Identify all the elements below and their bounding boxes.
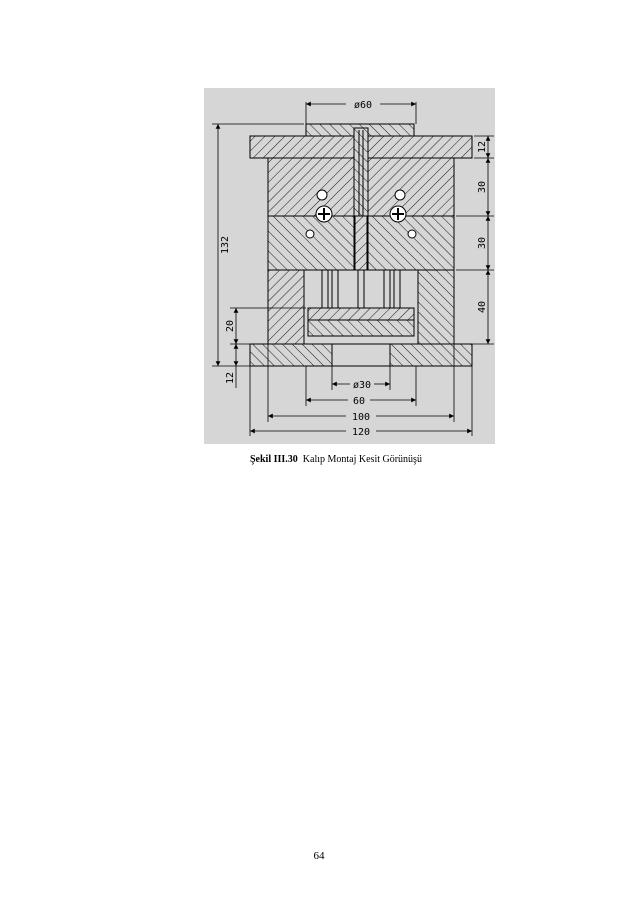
technical-drawing-svg (204, 88, 495, 444)
bottom-clamp-plate-left (250, 344, 332, 366)
ejector-plate (308, 320, 414, 336)
figure-caption-label: Şekil III.30 (250, 454, 298, 465)
figure-caption-text: Kalıp Montaj Kesit Görünüşü (302, 454, 422, 465)
dim-top-diameter: ø60 (353, 100, 373, 111)
dim-right-30b: 30 (477, 236, 488, 250)
dim-right-40: 40 (477, 300, 488, 314)
figure-caption (250, 454, 422, 465)
spacer-block-right (418, 270, 454, 344)
ejector-retainer-plate (308, 308, 414, 320)
dim-left-20: 20 (225, 319, 236, 333)
upper-cavity-plate-left (268, 158, 354, 216)
bolt-hole-icon (408, 230, 416, 238)
dim-bottom-60: 60 (352, 396, 366, 407)
guide-pin-hole-icon (317, 190, 327, 200)
dim-left-132: 132 (220, 235, 231, 255)
mold-assembly-drawing (204, 88, 495, 444)
sprue-puller (355, 216, 367, 270)
bolt-hole-icon (306, 230, 314, 238)
bottom-clamp-plate-right (390, 344, 472, 366)
ejector-opening (332, 344, 390, 366)
sprue-bushing (354, 128, 368, 218)
dim-bottom-100: 100 (351, 412, 371, 423)
dim-right-30a: 30 (477, 180, 488, 194)
dim-right-12: 12 (477, 140, 488, 154)
top-clamp-plate-left (250, 136, 354, 158)
core-plate-left (268, 216, 354, 270)
page-number: 64 (313, 850, 325, 862)
top-clamp-plate-right (368, 136, 472, 158)
core-plate-right (368, 216, 454, 270)
dim-bottom-120: 120 (351, 427, 371, 438)
dim-bottom-d30: ø30 (352, 380, 372, 391)
spacer-block-left (268, 270, 304, 344)
guide-pin-hole-icon (395, 190, 405, 200)
upper-cavity-plate-right (368, 158, 454, 216)
dim-left-12: 12 (225, 371, 236, 385)
